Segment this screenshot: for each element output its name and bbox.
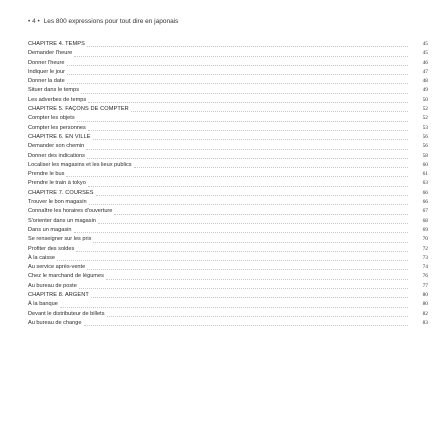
toc-page-number: 46: [422, 59, 428, 66]
toc-entry-label: CHAPITRE 8. ARGENT: [28, 292, 89, 299]
toc-page-number: 61: [422, 171, 428, 178]
toc-page-number: 52: [422, 115, 428, 122]
dot-leader: [79, 288, 408, 289]
dot-leader: [60, 307, 408, 308]
dot-leader: [67, 74, 408, 75]
dot-leader: [88, 130, 408, 131]
dot-leader: [67, 65, 408, 66]
dot-leader: [89, 204, 408, 205]
toc-chapter-heading: [28, 291, 428, 300]
toc-page-number: 47: [422, 68, 428, 75]
dot-leader: [74, 56, 408, 57]
toc-entry-label: Indiquer le jour: [28, 68, 66, 75]
toc-page-number: 53: [422, 124, 428, 131]
toc-entry: [28, 179, 428, 188]
toc-page-number: 80: [422, 301, 428, 308]
header-book-title: Les 800 expressions pour tout dire en japonais: [43, 18, 179, 25]
toc-entry-label: Donner des indications: [28, 152, 85, 159]
toc-page-number: 49: [422, 87, 428, 94]
dot-leader: [98, 223, 408, 224]
toc-page-number: 66: [422, 189, 428, 196]
toc-entry: [28, 319, 428, 328]
toc-entry-label: À la caisse: [28, 254, 56, 261]
dot-leader: [74, 232, 408, 233]
dot-leader: [96, 195, 408, 196]
toc-entry: [28, 207, 428, 216]
dot-leader: [86, 149, 408, 150]
toc-page-number: 48: [422, 78, 428, 85]
dot-leader: [106, 279, 408, 280]
toc-entry: [28, 86, 428, 95]
toc-entry-label: Les adverbes de temps: [28, 96, 87, 103]
toc-page-number: 82: [422, 310, 428, 317]
dot-leader: [93, 139, 408, 140]
toc-page-number: 66: [422, 199, 428, 206]
toc-entry: [28, 170, 428, 179]
toc-page-number: 76: [422, 273, 428, 280]
dot-leader: [84, 325, 409, 326]
toc-entry: [28, 245, 428, 254]
dot-leader: [87, 158, 408, 159]
toc-entry-label: Demander l'heure: [28, 50, 73, 57]
toc-entry-label: À la banque: [28, 301, 58, 308]
toc-page-number: 45: [422, 50, 428, 57]
toc-entry: [28, 254, 428, 263]
toc-entry-label: Profiter des soldes: [28, 245, 75, 252]
toc-entry-label: S'orienter dans un magasin: [28, 217, 96, 224]
toc-entry-label: CHAPITRE 5. FAÇONS DE COMPTER: [28, 106, 129, 113]
toc-entry: [28, 217, 428, 226]
header-page-marker: • 4 •: [28, 18, 40, 25]
toc-page-number: 50: [422, 96, 428, 103]
toc-entry: [28, 272, 428, 281]
dot-leader: [88, 102, 408, 103]
toc-chapter-heading: [28, 189, 428, 198]
toc-page-number: 80: [422, 292, 428, 299]
dot-leader: [76, 251, 408, 252]
dot-leader: [77, 121, 408, 122]
toc-page-number: 52: [422, 106, 428, 113]
dot-leader: [57, 260, 408, 261]
dot-leader: [107, 316, 409, 317]
dot-leader: [66, 176, 408, 177]
toc-entry-label: Demander son chemin: [28, 143, 85, 150]
dot-leader: [88, 186, 408, 187]
toc-entry-label: Localiser les magasins et les lieux publics: [28, 161, 132, 168]
toc-entry: [28, 226, 428, 235]
toc-page-number: 58: [422, 152, 428, 159]
toc-entry: [28, 77, 428, 86]
toc-entry: [28, 263, 428, 272]
toc-entry-label: Au service après-vente: [28, 264, 86, 271]
toc-chapter-heading: [28, 105, 428, 114]
toc-page-number: 67: [422, 208, 428, 215]
toc-entry: [28, 124, 428, 133]
toc-page-number: 83: [422, 319, 428, 326]
toc-entry-label: CHAPITRE 6. EN VILLE: [28, 133, 91, 140]
toc-entry: [28, 59, 428, 68]
toc-chapter-heading: [28, 40, 428, 49]
toc-page-number: 68: [422, 217, 428, 224]
toc-entry-label: Connaître les horaires d'ouverture: [28, 208, 113, 215]
toc-chapter-heading: [28, 133, 428, 142]
running-header: [28, 18, 178, 25]
toc-page-number: 74: [422, 264, 428, 271]
toc-entry-label: Au bureau de change: [28, 319, 82, 326]
dot-leader: [91, 297, 408, 298]
toc-page-number: 69: [422, 226, 428, 233]
toc-entry: [28, 310, 428, 319]
dot-leader: [81, 93, 408, 94]
dot-leader: [87, 269, 408, 270]
toc-entry-label: Chez le marchand de légumes: [28, 273, 104, 280]
dot-leader: [131, 111, 408, 112]
toc-entry-label: Trouver le bon magasin: [28, 199, 87, 206]
toc-entry-label: Prendre le train à tokyo: [28, 180, 86, 187]
toc-entry-label: Donner l'heure: [28, 59, 65, 66]
toc-entry-label: Compter les personnes: [28, 124, 86, 131]
toc-entry: [28, 161, 428, 170]
toc-entry: [28, 49, 428, 58]
toc-entry-label: Au bureau de poste: [28, 282, 77, 289]
toc-entry-label: Devant le distributeur de billets: [28, 310, 105, 317]
dot-leader: [134, 167, 408, 168]
toc-page-number: 60: [422, 161, 428, 168]
toc-page-number: 56: [422, 143, 428, 150]
toc-entry: [28, 198, 428, 207]
toc-page-number: 77: [422, 282, 428, 289]
toc-entry-label: Prendre le bus: [28, 171, 65, 178]
toc-entry: [28, 114, 428, 123]
toc-entry-label: Se renseigner sur les prix: [28, 236, 92, 243]
toc-page-number: 63: [422, 180, 428, 187]
toc-entry: [28, 142, 428, 151]
toc-entry: [28, 235, 428, 244]
toc-entry-label: CHAPITRE 7. COURSES: [28, 189, 94, 196]
table-of-contents: [28, 40, 428, 328]
toc-entry: [28, 152, 428, 161]
toc-entry-label: Situer dans le temps: [28, 87, 79, 94]
toc-page-number: 72: [422, 245, 428, 252]
toc-page-number: 70: [422, 236, 428, 243]
toc-entry: [28, 68, 428, 77]
dot-leader: [67, 83, 408, 84]
toc-entry: [28, 282, 428, 291]
toc-page-number: 45: [422, 41, 428, 47]
dot-leader: [114, 214, 408, 215]
toc-entry-label: Dans un magasin: [28, 226, 72, 233]
toc-entry-label: Compter les objets: [28, 115, 75, 122]
toc-entry-label: CHAPITRE 4. TEMPS: [28, 41, 85, 47]
toc-entry: [28, 300, 428, 309]
toc-page-number: 56: [422, 133, 428, 140]
toc-entry: [28, 96, 428, 105]
toc-page-number: 73: [422, 254, 428, 261]
toc-entry-label: Donner la date: [28, 78, 65, 85]
dot-leader: [87, 46, 408, 47]
dot-leader: [93, 242, 408, 243]
